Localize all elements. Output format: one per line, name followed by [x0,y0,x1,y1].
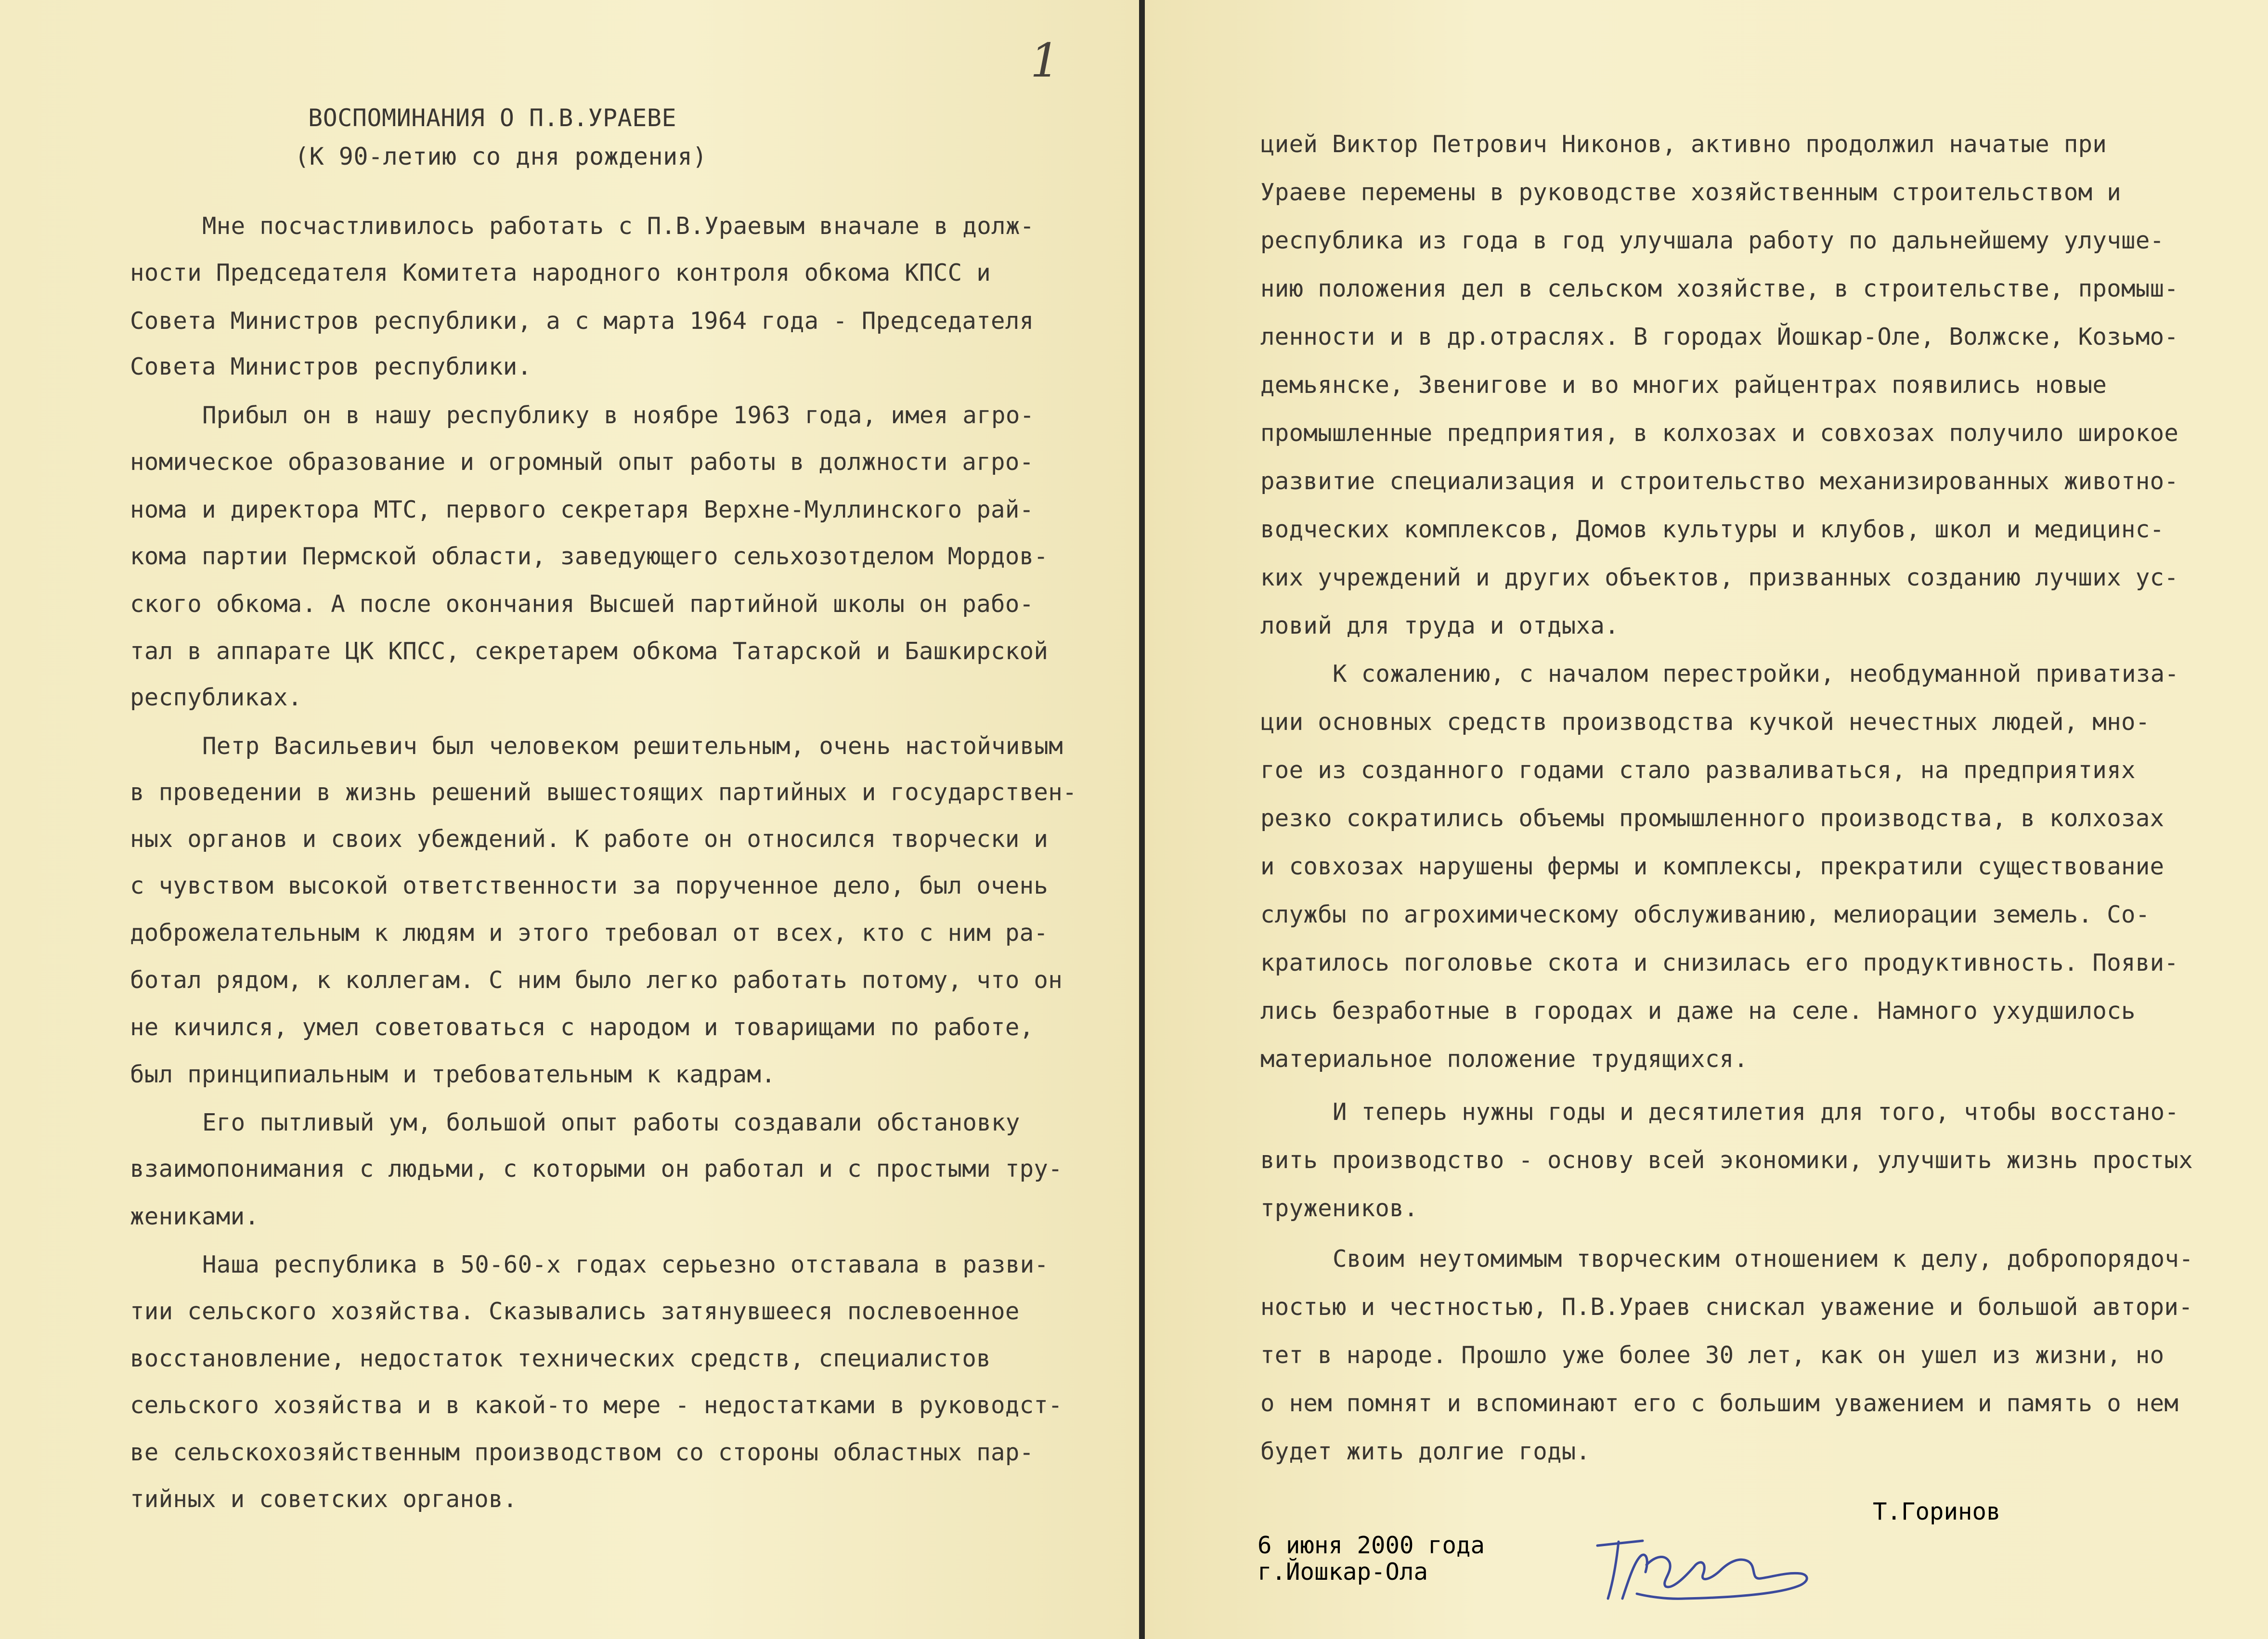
text-line: службы по агрохимическому обслуживанию, мелиорации земель. Со- [1260,901,2150,928]
text-line: Мне посчастливилось работать с П.В.Ураевым вначале в долж- [202,212,1035,240]
text-line: Своим неутомимым творческим отношением к делу, добропорядоч- [1333,1245,2194,1273]
text-line: кома партии Пермской области, заведующего сельхозотделом Мордов- [130,543,1049,570]
text-line: Прибыл он в нашу республику в ноябре 1963 года, имея агро- [202,402,1035,429]
text-line: не кичился, умел советоваться с народом и товарищами по работе, [130,1014,1034,1041]
document-place: г.Йошкар-Ола [1257,1558,1428,1586]
text-line: жениками. [130,1203,259,1230]
book-gutter [1139,0,1145,1639]
text-line: К сожалению, с началом перестройки, необдуманной приватиза- [1333,660,2179,688]
text-line: ленности и в др.отраслях. В городах Йошкар-Оле, Волжске, Козьмо- [1260,323,2179,351]
text-line: ностью и честностью, П.В.Ураев снискал уважение и большой автори- [1260,1293,2193,1321]
text-line: тал в аппарате ЦК КПСС, секретарем обкома Татарской и Башкирской [130,637,1049,665]
text-line: Совета Министров республики. [130,353,532,380]
text-line: Совета Министров республики, а с марта 1964 года - Председателя [130,307,1034,335]
text-line: ботал рядом, к коллегам. С ним было легко работать потому, что он [130,966,1063,994]
text-line: демьянске, Звенигове и во многих райцентрах появились новые [1260,371,2107,399]
author-name: Т.Горинов [1873,1498,2001,1525]
signature-icon [1589,1526,1815,1608]
text-line: цией Виктор Петрович Никонов, активно продолжил начатые при [1260,130,2107,158]
text-line: Петр Васильевич был человеком решительным, очень настойчивым [202,732,1063,760]
text-line: о нем помнят и вспоминают его с большим уважением и память о нем [1260,1390,2179,1417]
document-date: 6 июня 2000 года [1257,1532,1485,1559]
text-line: с чувством высокой ответственности за порученное дело, был очень [130,872,1049,899]
text-line: материальное положение трудящихся. [1260,1045,1749,1073]
text-line: республиках. [130,684,302,711]
text-line: нию положения дел в сельском хозяйстве, в строительстве, промыш- [1260,275,2179,302]
text-line: тет в народе. Прошло уже более 30 лет, как он ушел из жизни, но [1260,1341,2164,1369]
text-line: ности Председателя Комитета народного контроля обкома КПСС и [130,259,991,286]
text-line: восстановление, недостаток технических средств, специалистов [130,1345,991,1372]
text-line: и совхозах нарушены фермы и комплексы, прекратили существование [1260,853,2164,880]
text-line: сельского хозяйства и в какой-то мере - недостатками в руководст- [130,1392,1063,1419]
text-line: ных органов и своих убеждений. К работе он относился творчески и [130,825,1049,853]
text-line: Его пытливый ум, большой опыт работы создавали обстановку [202,1109,1020,1136]
text-line: развитие специализация и строительство механизированных животно- [1260,468,2179,495]
text-line: ких учреждений и других объектов, призванных созданию лучших ус- [1260,564,2179,591]
document-title: ВОСПОМИНАНИЯ О П.В.УРАЕВЕ [308,104,677,132]
text-line: республика из года в год улучшала работу по дальнейшему улучше- [1260,227,2164,254]
text-line: тии сельского хозяйства. Сказывались затянувшееся послевоенное [130,1298,1020,1325]
text-line: будет жить долгие годы. [1260,1438,1591,1465]
text-line: нома и директора МТС, первого секретаря Верхне-Муллинского рай- [130,496,1034,523]
text-line: кратилось поголовье скота и снизилась его продуктивность. Появи- [1260,949,2179,976]
text-line: доброжелательным к людям и этого требовал от всех, кто с ним ра- [130,919,1049,947]
text-line: резко сократились объемы промышленного производства, в колхозах [1260,805,2164,832]
text-line: И теперь нужны годы и десятилетия для того, чтобы восстано- [1333,1098,2179,1126]
text-line: гое из созданного годами стало разваливаться, на предприятиях [1260,756,2136,784]
text-line: номическое образование и огромный опыт работы в должности агро- [130,448,1034,476]
text-line: тийных и советских органов. [130,1485,518,1513]
handwritten-page-number: 1 [1030,34,1060,88]
text-line: ции основных средств производства кучкой нечестных людей, мно- [1260,708,2150,736]
text-line: тружеников. [1260,1195,1418,1222]
text-line: Наша республика в 50-60-х годах серьезно отставала в разви- [202,1251,1049,1278]
text-line: был принципиальным и требовательным к кадрам. [130,1061,776,1088]
right-page [1145,0,2268,1639]
text-line: в проведении в жизнь решений вышестоящих партийных и государствен- [130,779,1077,806]
text-line: вить производство - основу всей экономики, улучшить жизнь простых [1260,1146,2193,1174]
text-line: ве сельскохозяйственным производством со стороны областных пар- [130,1439,1034,1466]
document-subtitle: (К 90-летию со дня рождения) [295,143,707,170]
text-line: взаимопонимания с людьми, с которыми он работал и с простыми тру- [130,1155,1063,1183]
text-line: промышленные предприятия, в колхозах и совхозах получило широкое [1260,419,2179,447]
text-line: Ураеве перемены в руководстве хозяйственным строительством и [1260,179,2122,206]
text-line: лись безработные в городах и даже на селе. Намного ухудшилось [1260,997,2136,1025]
text-line: ловий для труда и отдыха. [1260,612,1620,639]
text-line: ского обкома. А после окончания Высшей партийной школы он рабо- [130,590,1034,618]
text-line: водческих комплексов, Домов культуры и клубов, школ и медицинс- [1260,516,2164,543]
